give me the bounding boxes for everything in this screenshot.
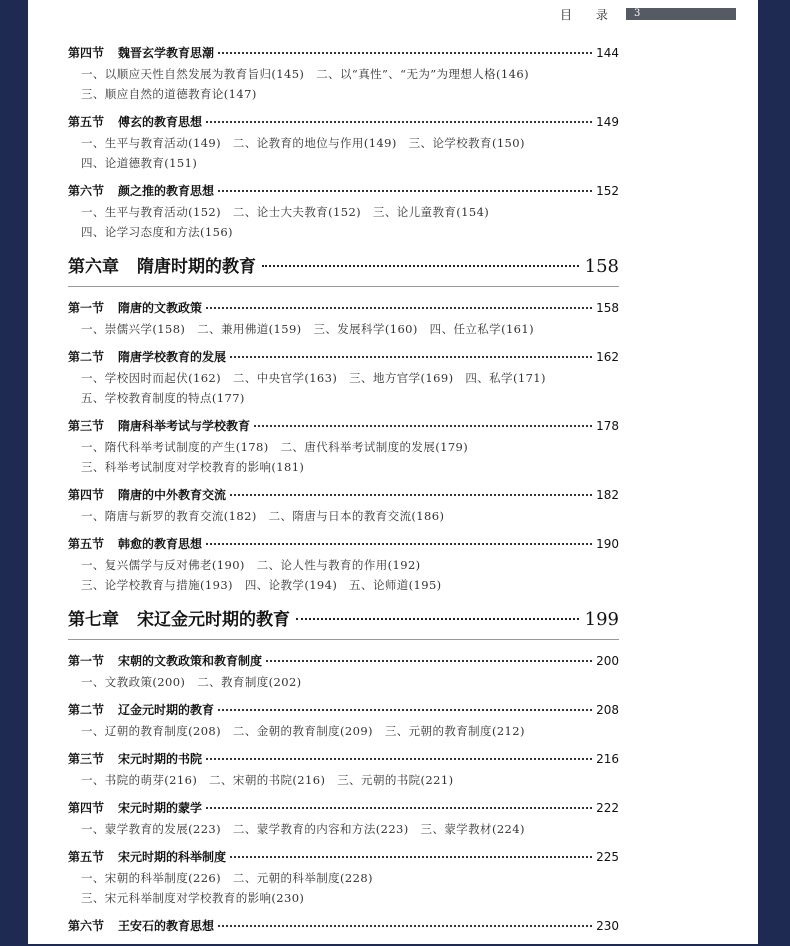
subsection-line: 一、崇儒兴学(158) 二、兼用佛道(159) 三、发展科学(160) 四、任立私学(161) [81, 322, 534, 336]
section-page: 222 [596, 801, 619, 815]
dot-leader [218, 925, 592, 927]
dot-leader [206, 307, 592, 309]
section-row[interactable] [68, 486, 619, 506]
dot-leader [254, 425, 592, 427]
section-entry [68, 750, 619, 790]
section-entry [68, 182, 619, 242]
section-row[interactable] [68, 799, 619, 819]
dot-leader [206, 758, 592, 760]
dot-leader [218, 709, 592, 711]
section-title: 宋元时期的科举制度 [118, 850, 227, 864]
subsection-line: 一、隋代科举考试制度的产生(178) 二、唐代科举考试制度的发展(179) [81, 440, 469, 454]
chapter-page: 199 [584, 609, 619, 630]
section-number: 第六节 [68, 919, 105, 933]
section-entry [68, 701, 619, 741]
section-entry [68, 299, 619, 339]
section-title: 韩愈的教育思想 [118, 537, 203, 551]
section-page: 200 [596, 654, 619, 668]
subsection-line: 一、复兴儒学与反对佛老(190) 二、论人性与教育的作用(192) [81, 558, 421, 572]
section-number: 第三节 [68, 752, 105, 766]
section-entry [68, 44, 619, 104]
section-number: 第五节 [68, 850, 105, 864]
section-page: 182 [596, 488, 619, 502]
section-entry [68, 652, 619, 692]
subsection-line: 一、学校因时而起伏(162) 二、中央官学(163) 三、地方官学(169) 四、私学(171) [81, 371, 546, 385]
section-number: 第五节 [68, 537, 105, 551]
section-page: 178 [596, 419, 619, 433]
chapter-entry[interactable] [68, 605, 619, 640]
section-number: 第四节 [68, 801, 105, 815]
subsection-line: 一、书院的萌芽(216) 二、宋朝的书院(216) 三、元朝的书院(221) [81, 773, 454, 787]
section-row[interactable] [68, 535, 619, 555]
dot-leader [218, 52, 592, 54]
section-number: 第四节 [68, 46, 105, 60]
section-entry [68, 535, 619, 595]
section-title: 王安石的教育思想 [118, 919, 215, 933]
subsection-line: 一、生平与教育活动(152) 二、论士大夫教育(152) 三、论儿童教育(154) [81, 205, 490, 219]
section-page: 144 [596, 46, 619, 60]
section-title: 傅玄的教育思想 [118, 115, 203, 129]
chapter-divider [68, 286, 619, 287]
section-title: 隋唐的文教政策 [118, 301, 203, 315]
section-title: 宋朝的文教政策和教育制度 [118, 654, 263, 668]
section-page: 208 [596, 703, 619, 717]
subsection-line: 三、宋元科举制度对学校教育的影响(230) [81, 891, 305, 905]
section-number: 第二节 [68, 703, 105, 717]
section-page: 216 [596, 752, 619, 766]
section-title: 隋唐学校教育的发展 [118, 350, 227, 364]
subsection-line: 一、宋朝的科举制度(226) 二、元朝的科举制度(228) [81, 871, 373, 885]
dot-leader [206, 121, 592, 123]
section-number: 第四节 [68, 488, 105, 502]
chapter-page: 158 [584, 256, 619, 277]
section-number: 第五节 [68, 115, 105, 129]
subsection-line: 三、科举考试制度对学校教育的影响(181) [81, 460, 305, 474]
dot-leader [230, 356, 592, 358]
subsection-line: 五、学校教育制度的特点(177) [81, 391, 245, 405]
section-title: 宋元时期的书院 [118, 752, 203, 766]
section-entry [68, 799, 619, 839]
toc-page [28, 0, 758, 944]
section-number: 第二节 [68, 350, 105, 364]
section-number: 第六节 [68, 184, 105, 198]
section-entry [68, 486, 619, 526]
section-page: 190 [596, 537, 619, 551]
section-number: 第一节 [68, 654, 105, 668]
chapter-row[interactable] [68, 605, 619, 631]
dot-leader [296, 618, 579, 620]
section-title: 宋元时期的蒙学 [118, 801, 203, 815]
section-title: 颜之推的教育思想 [118, 184, 215, 198]
subsection-line: 一、生平与教育活动(149) 二、论教育的地位与作用(149) 三、论学校教育(150) [81, 136, 525, 150]
section-entry [68, 417, 619, 477]
chapter-number: 第六章 [68, 257, 119, 277]
dot-leader [206, 543, 592, 545]
section-entry [68, 917, 619, 937]
subsection-line: 四、论学习态度和方法(156) [81, 225, 233, 239]
chapter-row[interactable] [68, 252, 619, 278]
chapter-entry[interactable] [68, 252, 619, 287]
subsection-line: 一、文教政策(200) 二、教育制度(202) [81, 675, 302, 689]
subsection-line: 一、以顺应天性自然发展为教育旨归(145) 二、以“真性”、“无为”为理想人格(146) [81, 67, 529, 81]
section-page: 152 [596, 184, 619, 198]
section-row[interactable] [68, 417, 619, 437]
section-row[interactable] [68, 182, 619, 202]
section-row[interactable] [68, 701, 619, 721]
section-title: 隋唐科举考试与学校教育 [118, 419, 251, 433]
chapter-title: 隋唐时期的教育 [137, 257, 256, 277]
subsection-line: 一、蒙学教育的发展(223) 二、蒙学教育的内容和方法(223) 三、蒙学教材(224) [81, 822, 525, 836]
subsection-line: 三、顺应自然的道德教育论(147) [81, 87, 257, 101]
section-entry [68, 348, 619, 408]
section-row[interactable] [68, 750, 619, 770]
section-title: 魏晋玄学教育思潮 [118, 46, 215, 60]
section-entry [68, 113, 619, 173]
subsection-line: 三、论学校教育与措施(193) 四、论教学(194) 五、论师道(195) [81, 578, 442, 592]
dot-leader [230, 856, 592, 858]
dot-leader [262, 265, 579, 267]
section-page: 158 [596, 301, 619, 315]
section-number: 第三节 [68, 419, 105, 433]
subsection-line: 一、辽朝的教育制度(208) 二、金朝的教育制度(209) 三、元朝的教育制度(212) [81, 724, 525, 738]
section-entry [68, 848, 619, 908]
section-title: 辽金元时期的教育 [118, 703, 215, 717]
section-row[interactable] [68, 848, 619, 868]
page-number-bar [626, 8, 736, 20]
table-of-contents [68, 44, 619, 946]
chapter-number: 第七章 [68, 610, 119, 630]
subsection-line: 四、论道德教育(151) [81, 156, 198, 170]
dot-leader [266, 660, 592, 662]
section-page: 149 [596, 115, 619, 129]
section-page: 230 [596, 919, 619, 933]
page-number: 3 [634, 8, 641, 19]
section-page: 162 [596, 350, 619, 364]
section-title: 隋唐的中外教育交流 [118, 488, 227, 502]
dot-leader [206, 807, 592, 809]
section-page: 225 [596, 850, 619, 864]
section-row[interactable] [68, 652, 619, 672]
dot-leader [230, 494, 592, 496]
section-number: 第一节 [68, 301, 105, 315]
section-row[interactable] [68, 917, 619, 937]
chapter-title: 宋辽金元时期的教育 [137, 610, 290, 630]
section-row[interactable] [68, 113, 619, 133]
section-row[interactable] [68, 44, 619, 64]
section-row[interactable] [68, 348, 619, 368]
subsection-line: 一、隋唐与新罗的教育交流(182) 二、隋唐与日本的教育交流(186) [81, 509, 445, 523]
dot-leader [218, 190, 592, 192]
chapter-divider [68, 639, 619, 640]
section-row[interactable] [68, 299, 619, 319]
header-title: 目 录 [560, 8, 618, 22]
